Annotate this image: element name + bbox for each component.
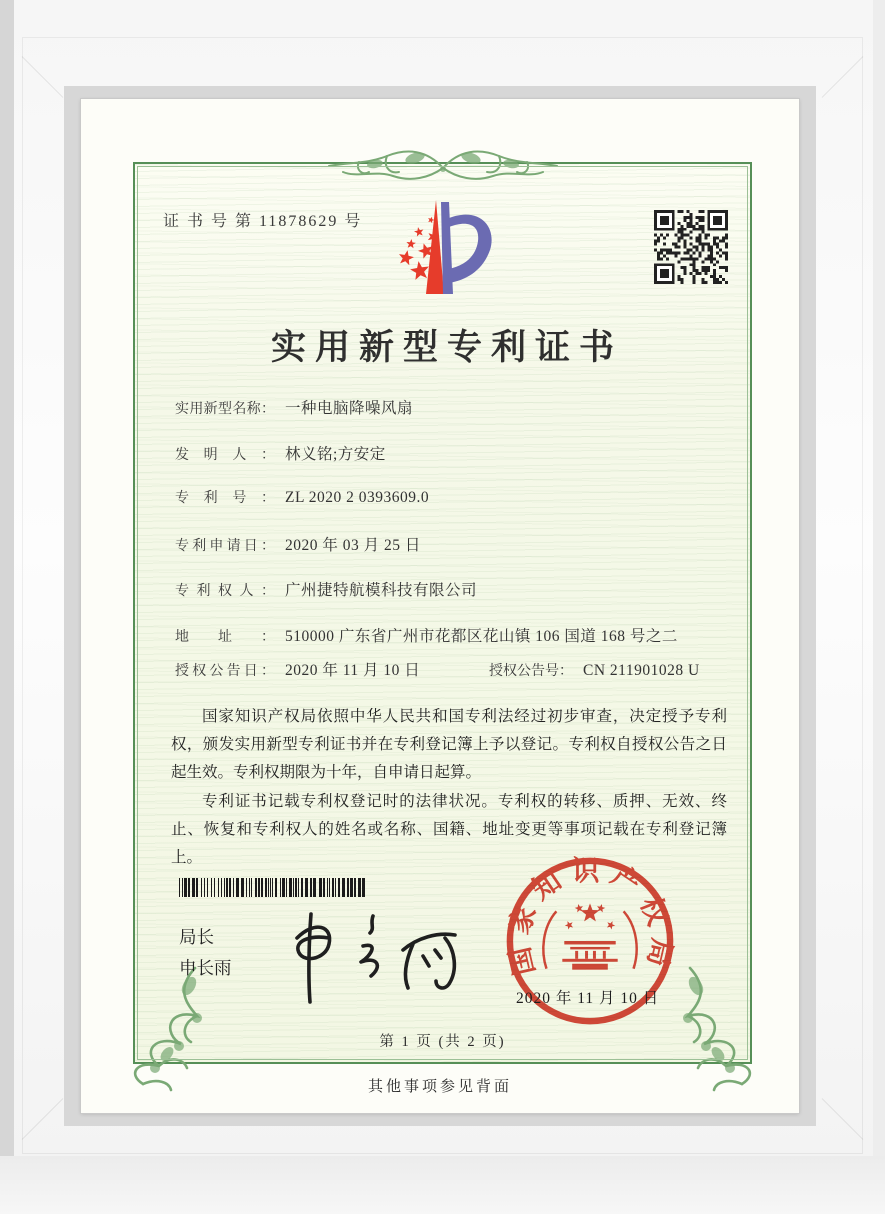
seal-text: 国家知识产权局 <box>501 854 679 979</box>
back-note: 其他事项参见背面 <box>367 1079 512 1095</box>
seal-emblem-stars <box>565 903 615 929</box>
field-row <box>175 578 728 598</box>
page-number: 第 1 页 (共 2 页) <box>379 1034 506 1050</box>
certificate-bordered-area <box>133 162 752 1064</box>
frame-left-edge <box>0 0 14 1168</box>
field-row <box>175 442 728 462</box>
field-value: 广州捷特航模科技有限公司 <box>285 582 478 599</box>
qr-code-icon <box>654 210 728 284</box>
field-row <box>175 624 728 644</box>
field-value: 林义铭;方安定 <box>285 445 386 463</box>
field-value: 一种电脑降噪风扇 <box>285 400 414 417</box>
legal-paragraph: 专利证书记载专利权登记时的法律状况。专利权的转移、质押、无效、终止、恢复和专利权人的姓名或名称、国籍、地址变更等事项记载在专利登记簿上。 <box>171 792 727 867</box>
director-signature-icon <box>285 898 480 1010</box>
field-value: ZL 2020 2 0393609.0 <box>285 489 430 506</box>
certificate-number: 证 书 号 第 11878629 号 <box>163 213 363 230</box>
certificate-sheet <box>81 99 799 1113</box>
field-list <box>175 396 728 678</box>
field-label: 地址： <box>175 629 275 645</box>
frame-right-edge <box>873 0 885 1168</box>
director-name: 申长雨 <box>179 958 232 978</box>
certificate-title: 实用新型专利证书 <box>270 328 623 367</box>
legal-text <box>171 703 727 872</box>
field-value: 2020 年 11 月 10 日 <box>285 661 421 679</box>
director-title: 局长 <box>179 927 214 947</box>
field-row <box>175 533 728 553</box>
field-value: CN 211901028 U <box>583 661 700 679</box>
field-label: 专利申请日： <box>175 538 275 554</box>
field-label: 授权公告日： <box>175 663 275 679</box>
field-label: 专利号： <box>175 491 275 506</box>
cnipa-patent-logo-icon <box>383 194 507 306</box>
field-label: 发明人： <box>175 447 275 463</box>
barcode-icon <box>179 878 365 897</box>
seal-date: 2020 年 11 月 10 日 <box>516 990 660 1007</box>
field-label: 授权公告号： <box>489 663 573 679</box>
director-block <box>179 922 232 984</box>
frame-bottom-edge <box>0 1156 885 1214</box>
field-row <box>175 658 728 678</box>
legal-paragraph: 国家知识产权局依照中华人民共和国专利法经过初步审查，决定授予专利权，颁发实用新型专利证书并在专利登记簿上予以登记。专利权自授权公告之日起生效。专利权期限为十年，自申请日起算。 <box>171 708 727 782</box>
field-row <box>175 396 728 416</box>
field-row <box>175 487 728 507</box>
bottom-right-corner-floral-ornament <box>672 960 776 1092</box>
top-border-flourish-ornament <box>323 138 563 194</box>
seal-emblem <box>562 903 617 969</box>
field-label: 实用新型名称： <box>175 402 275 417</box>
field-value: 2020 年 03 月 25 日 <box>285 536 421 554</box>
field-label: 专利权人： <box>175 584 275 599</box>
field-value: 510000 广东省广州市花都区花山镇 106 国道 168 号之二 <box>285 627 678 645</box>
